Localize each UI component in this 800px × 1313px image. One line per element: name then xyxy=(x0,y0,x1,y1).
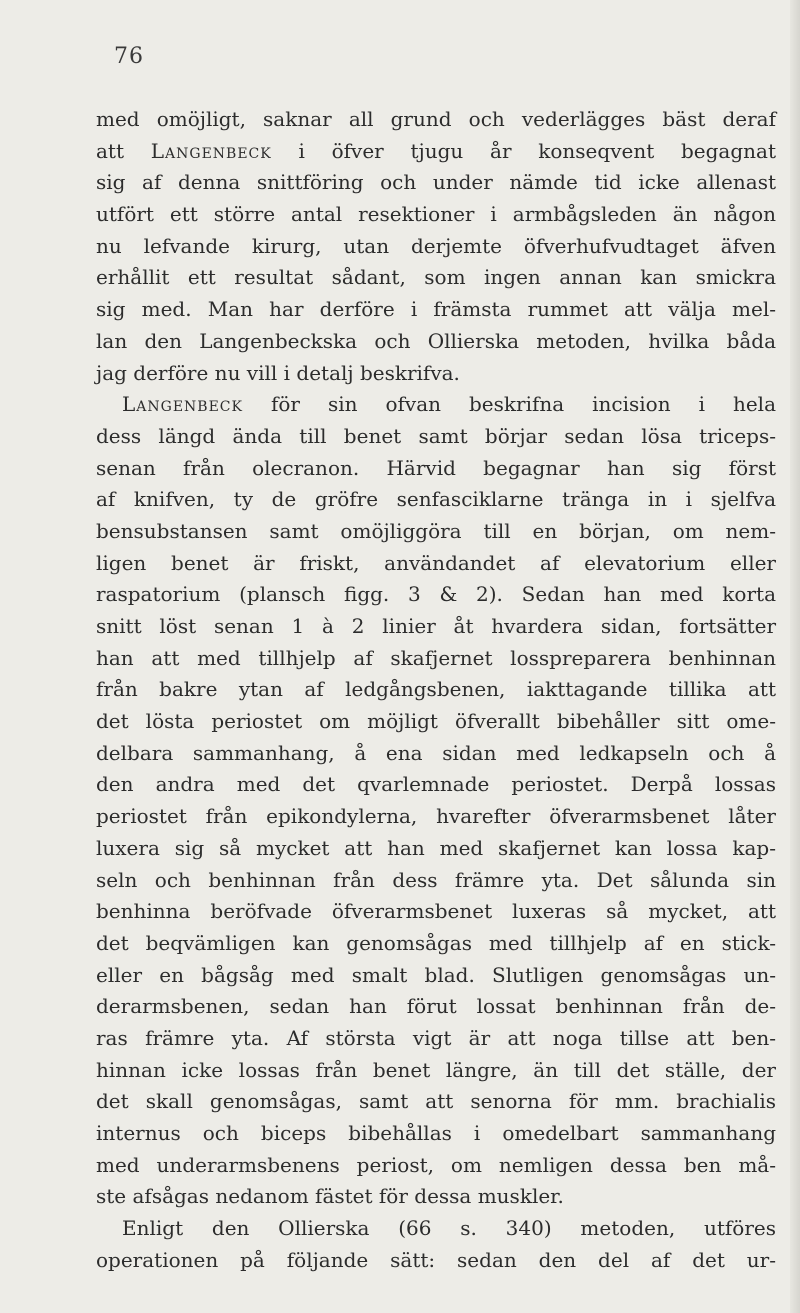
author-name: Langenbeck xyxy=(150,138,272,163)
text-line: han att med tillhjelp af skafjernet losspreparera benhinnan xyxy=(96,645,776,670)
text-line: internus och biceps bibehållas i omedelbart sammanhang xyxy=(96,1121,776,1145)
text-line: ras främre yta. Af största vigt är att noga tillse att ben- xyxy=(96,1025,776,1050)
text-line: med underarmsbenens periost, om nemligen dessa ben må- xyxy=(96,1152,776,1177)
text-line: från bakre ytan af ledgångsbenen, iakttagande tillika att xyxy=(96,677,776,702)
text-line: sig med. Man har derföre i främsta rummet att välja mel- xyxy=(96,297,776,322)
text-line: Langenbeck för sin ofvan beskrifna incision i hela xyxy=(122,392,776,417)
text-line: benhinna beröfvade öfverarmsbenet luxeras så mycket, att xyxy=(96,899,776,924)
text-line: erhållit ett resultat sådant, som ingen annan kan smickra xyxy=(96,265,776,290)
text-line: seln och benhinnan från dess främre yta. Det sålunda sin xyxy=(96,867,776,892)
page-edge-shadow xyxy=(790,0,800,1313)
text-line: den andra med det qvarlemnade periostet. Derpå lossas xyxy=(96,772,776,797)
text-line: periostet från epikondylerna, hvarefter öfverarmsbenet låter xyxy=(96,804,776,829)
text-line: hinnan icke lossas från benet längre, än till det ställe, der xyxy=(96,1057,776,1082)
text-line: utfört ett större antal resektioner i armbågsleden än någon xyxy=(96,202,776,227)
text-line: af knifven, ty de gröfre senfasciklarne tränga in i sjelfva xyxy=(96,487,776,512)
text-line: senan från olecranon. Härvid begagnar han sig först xyxy=(96,455,776,480)
text-line: sig af denna snittföring och under nämde tid icke allenast xyxy=(96,170,776,195)
text-line: derarmsbenen, sedan han förut lossat benhinnan från de- xyxy=(96,994,776,1019)
text-line: operationen på följande sätt: sedan den del af det ur- xyxy=(96,1247,776,1272)
author-name: Langenbeck xyxy=(122,392,243,417)
text-line: delbara sammanhang, å ena sidan med ledkapseln och å xyxy=(96,740,776,765)
text-line: nu lefvande kirurg, utan derjemte öfverhufvudtaget äfven xyxy=(96,233,776,258)
text-line: Enligt den Ollierska (66 s. 340) metoden, utföres xyxy=(122,1216,776,1241)
text-line: det lösta periostet om möjligt öfverallt bibehåller sitt ome- xyxy=(96,709,776,734)
text-line: ste afsågas nedanom fästet för dessa muskler. xyxy=(96,1184,564,1209)
text-line: snitt löst senan 1 à 2 linier åt hvardera sidan, fortsätter xyxy=(96,614,776,638)
page-number: 76 xyxy=(114,44,144,69)
body-text xyxy=(96,104,776,1276)
text-line: bensubstansen samt omöjliggöra till en början, om nem- xyxy=(96,518,776,543)
text-line: att Langenbeck i öfver tjugu år konseqvent begagnat xyxy=(96,138,776,163)
text-line: med omöjligt, saknar all grund och vederlägges bäst deraf xyxy=(96,107,776,131)
text-line: det skall genomsågas, samt att senorna för mm. brachialis xyxy=(96,1089,776,1114)
text-line: det beqvämligen kan genomsågas med tillhjelp af en stick- xyxy=(96,930,776,955)
text-line: dess längd ända till benet samt börjar sedan lösa triceps- xyxy=(96,423,776,448)
text-line: lan den Langenbeckska och Ollierska metoden, hvilka båda xyxy=(96,328,776,353)
text-line: luxera sig så mycket att han med skafjernet kan lossa kap- xyxy=(96,835,776,860)
text-line: ligen benet är friskt, användandet af elevatorium eller xyxy=(96,550,776,575)
text-line: eller en bågsåg med smalt blad. Slutligen genomsågas un- xyxy=(96,962,776,987)
text-line: jag derföre nu vill i detalj beskrifva. xyxy=(96,360,460,385)
text-line: raspatorium (plansch figg. 3 & 2). Sedan han med korta xyxy=(96,582,776,607)
